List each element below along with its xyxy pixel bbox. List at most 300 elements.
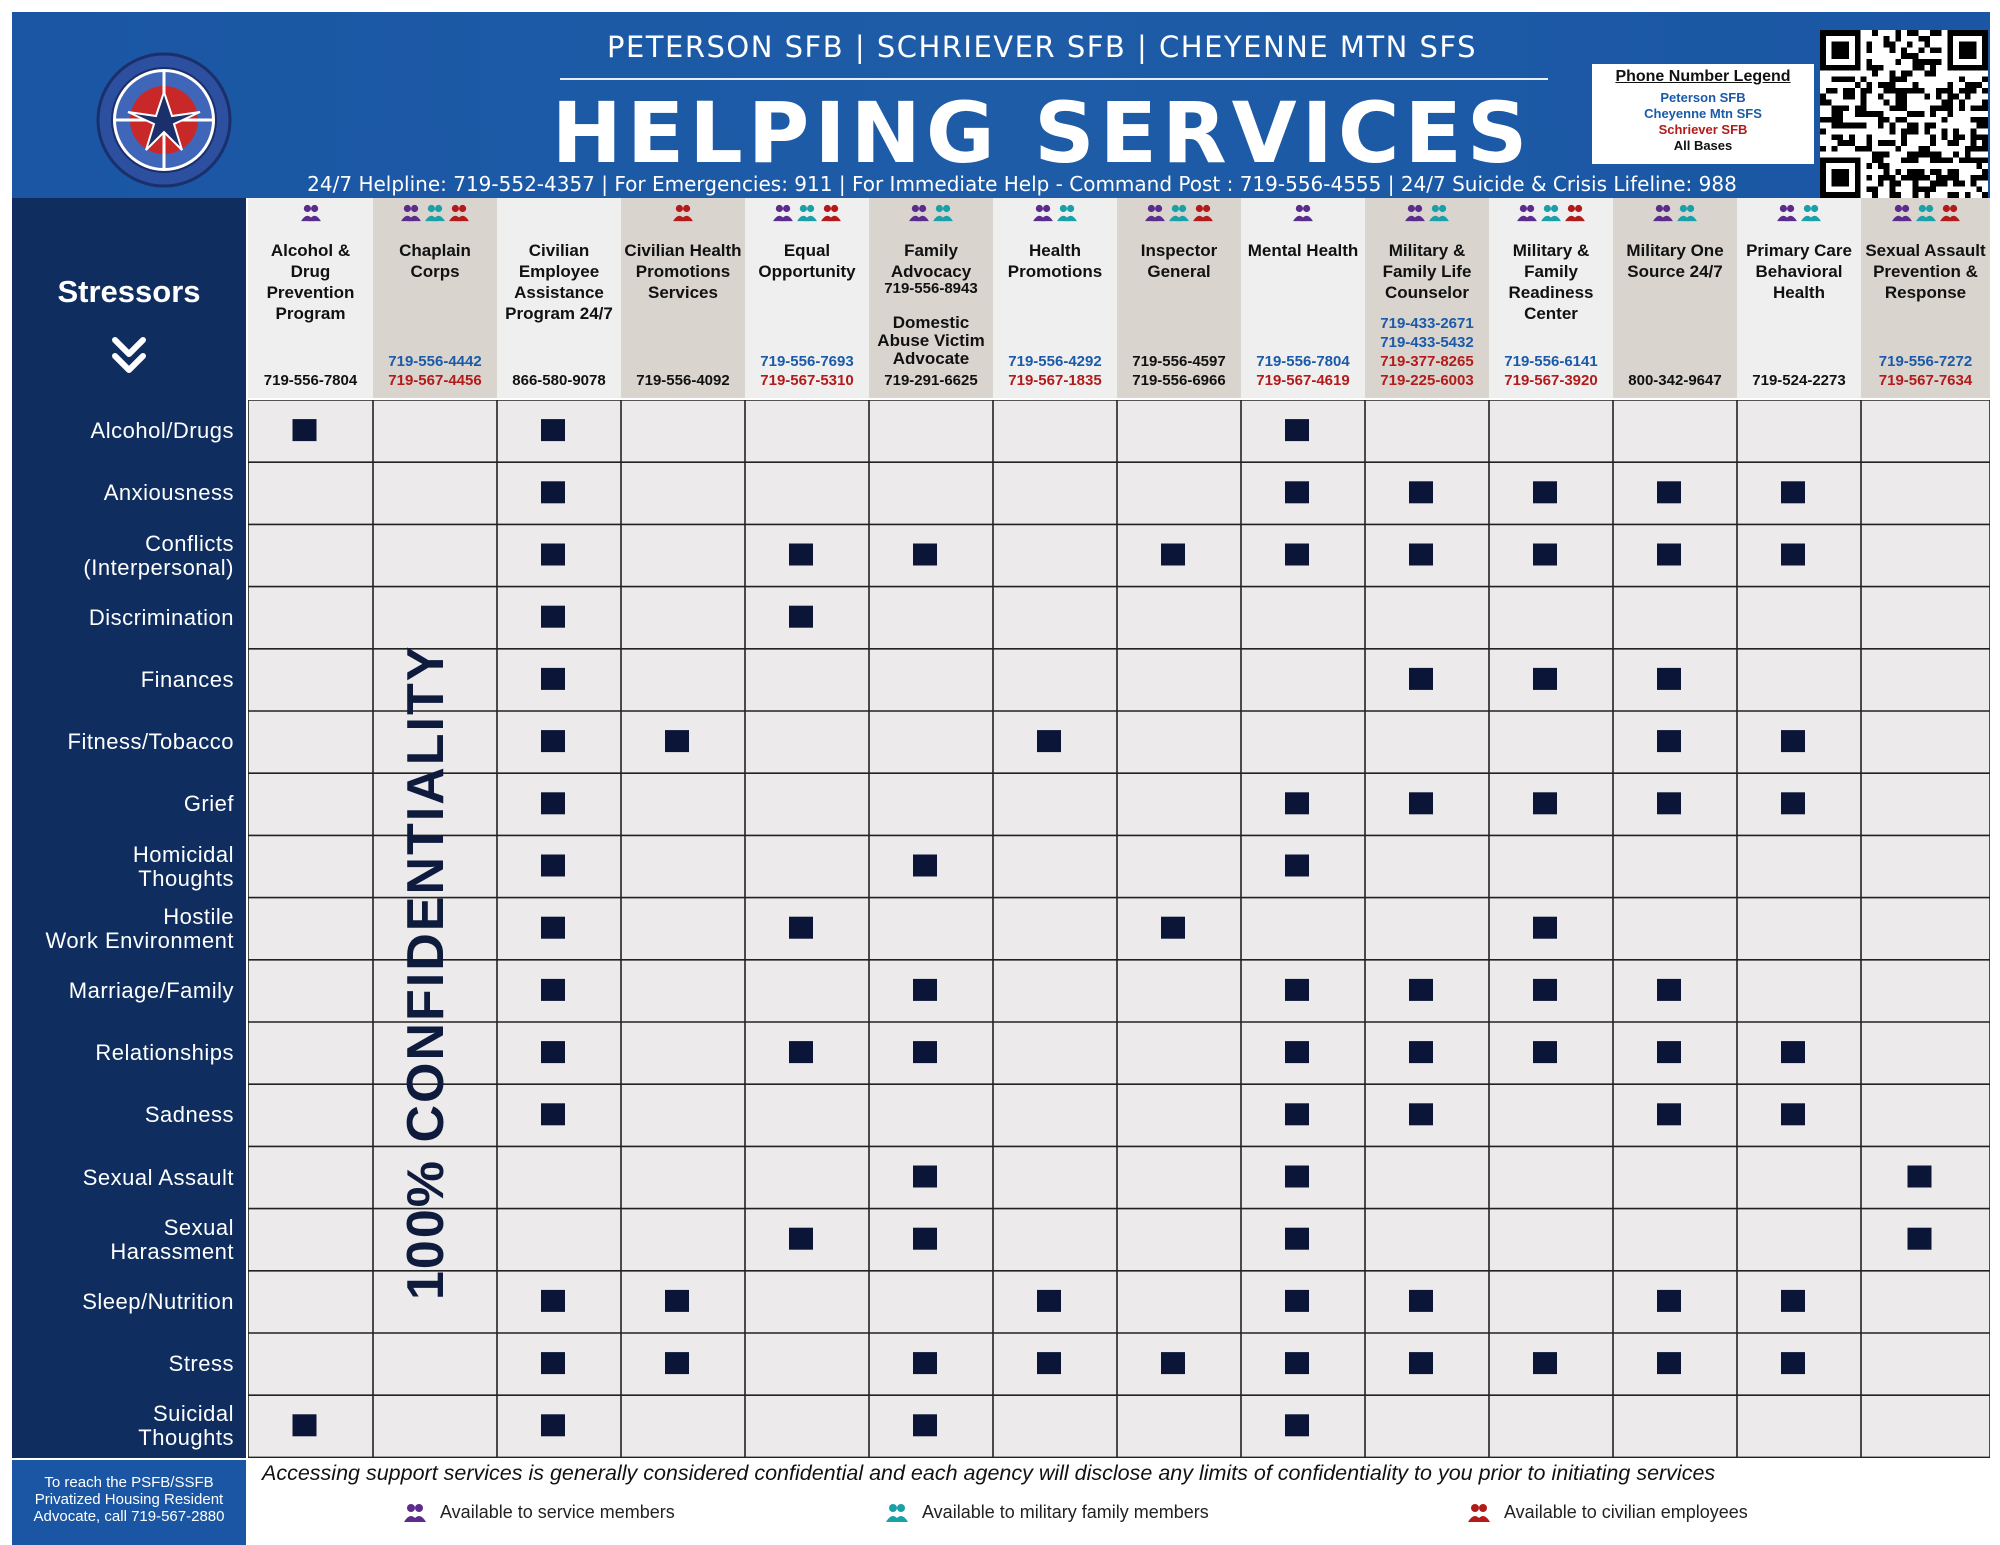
qr-module <box>1872 30 1878 36</box>
qr-module <box>1866 88 1872 94</box>
qr-module <box>1982 146 1988 152</box>
qr-module <box>1942 117 1948 123</box>
qr-module <box>1976 163 1982 169</box>
agency-column-5 <box>869 198 993 398</box>
audience-icons <box>1241 204 1365 228</box>
family-member-icon <box>1801 204 1821 222</box>
stressor-line: Suicidal <box>152 1401 234 1427</box>
stressor-line: Work Environment <box>45 927 234 953</box>
qr-module <box>1965 88 1971 94</box>
family-member-icon <box>1429 204 1449 222</box>
phone-number[interactable]: 719-567-1835 <box>1008 372 1102 389</box>
service-mark <box>1657 1352 1681 1374</box>
agency-column-10 <box>1489 198 1613 398</box>
qr-module <box>1930 111 1936 117</box>
qr-module <box>1953 94 1959 100</box>
qr-module <box>1866 146 1872 152</box>
phone-number[interactable]: 719-556-7693 <box>760 353 854 370</box>
service-mark <box>1285 1103 1309 1125</box>
qr-module <box>1901 71 1907 77</box>
qr-module <box>1855 105 1861 111</box>
qr-module <box>1890 186 1896 192</box>
qr-module <box>1942 175 1948 181</box>
qr-module <box>1982 123 1988 129</box>
qr-module <box>1918 146 1924 152</box>
qr-module <box>1971 105 1977 111</box>
phone-number[interactable]: 719-567-4456 <box>388 372 482 389</box>
audience-icons <box>1117 204 1241 228</box>
service-mark <box>1533 481 1557 503</box>
qr-module <box>1930 59 1936 65</box>
qr-module <box>1982 105 1988 111</box>
stressor-line: Homicidal <box>132 841 234 867</box>
qr-module <box>1855 123 1861 129</box>
qr-module <box>1942 100 1948 106</box>
agency-name: Primary Care Behavioral Health <box>1746 241 1852 302</box>
qr-module <box>1965 152 1971 158</box>
qr-module <box>1953 152 1959 158</box>
agency-phones <box>248 371 373 390</box>
qr-module <box>1901 47 1907 53</box>
service-mark <box>1409 481 1433 503</box>
qr-module <box>1918 47 1924 53</box>
phone-number[interactable]: 719-556-4597 <box>1132 353 1226 370</box>
service-member-icon <box>404 1503 426 1523</box>
audience-icons <box>248 204 373 228</box>
qr-module <box>1843 76 1849 82</box>
service-mark <box>1533 1041 1557 1063</box>
qr-module <box>1971 117 1977 123</box>
agency-column-1 <box>373 198 497 398</box>
qr-module <box>1930 134 1936 140</box>
stressor-label: Relationships <box>95 1040 234 1066</box>
stressor-label: Sleep/Nutrition <box>82 1288 234 1314</box>
service-mark <box>1781 1103 1805 1125</box>
service-mark <box>1037 730 1061 752</box>
qr-module <box>1843 140 1849 146</box>
qr-module <box>1976 82 1982 88</box>
audience-icons <box>1489 204 1613 228</box>
qr-module <box>1976 175 1982 181</box>
service-mark <box>1657 730 1681 752</box>
qr-module <box>1965 82 1971 88</box>
phone-number[interactable]: 719-556-4092 <box>636 372 730 389</box>
phone-number[interactable]: 866-580-9078 <box>512 372 606 389</box>
service-mark <box>1285 419 1309 441</box>
service-mark <box>1533 544 1557 566</box>
qr-module <box>1872 186 1878 192</box>
qr-module <box>1872 65 1878 71</box>
qr-module <box>1913 30 1919 36</box>
agency-name: Military & Family Life Counselor <box>1382 241 1472 302</box>
qr-module <box>1936 94 1942 100</box>
civilian-member-icon <box>449 204 469 222</box>
qr-module <box>1878 117 1884 123</box>
qr-module <box>1982 140 1988 146</box>
qr-module <box>1959 134 1965 140</box>
legend-cheyenne: Cheyenne Mtn SFS <box>1644 106 1762 121</box>
qr-module <box>1832 146 1838 152</box>
service-mark <box>913 979 937 1001</box>
qr-module <box>1878 152 1884 158</box>
service-mark <box>913 544 937 566</box>
qr-module <box>1959 157 1965 163</box>
civilian-member-icon <box>821 204 841 222</box>
qr-module <box>1942 128 1948 134</box>
agency-phones <box>993 352 1117 390</box>
qr-module <box>1849 94 1855 100</box>
qr-module <box>1861 111 1867 117</box>
legend-family-members <box>886 1502 1209 1523</box>
agency-phones <box>1241 352 1365 390</box>
service-mark <box>1409 544 1433 566</box>
qr-module <box>1907 42 1913 48</box>
qr-module <box>1976 117 1982 123</box>
qr-module <box>1820 146 1826 152</box>
qr-module <box>1861 146 1867 152</box>
phone-number[interactable]: 719-556-6966 <box>1132 372 1226 389</box>
agency-column-0 <box>248 198 373 398</box>
stressor-label: Stress <box>168 1351 234 1377</box>
stressor-label: Grief <box>183 791 234 817</box>
phone-number[interactable]: 719-567-5310 <box>760 372 854 389</box>
qr-module <box>1890 175 1896 181</box>
qr-module <box>1913 175 1919 181</box>
service-mark <box>1657 544 1681 566</box>
qr-module <box>1901 94 1907 100</box>
family-member-icon <box>1677 204 1697 222</box>
qr-module <box>1913 82 1919 88</box>
service-mark <box>541 855 565 877</box>
qr-module <box>1947 169 1953 175</box>
qr-module <box>1866 186 1872 192</box>
agency-column-13 <box>1861 198 1990 398</box>
stressor-label: Discrimination <box>88 604 234 630</box>
stressor-line: Thoughts <box>138 1425 234 1451</box>
phone-number[interactable]: 719-556-4442 <box>388 353 482 370</box>
qr-module <box>1982 100 1988 106</box>
qr-module <box>1924 123 1930 129</box>
services-matrix <box>248 400 1990 1458</box>
stressor-label: Sadness <box>144 1102 234 1128</box>
qr-module <box>1913 169 1919 175</box>
audience-icons <box>1861 204 1990 228</box>
phone-number[interactable]: 719-291-6625 <box>884 372 978 389</box>
agency-column-4 <box>745 198 869 398</box>
stressor-label: Anxiousness <box>103 480 234 506</box>
service-mark <box>1409 668 1433 690</box>
qr-module <box>1820 128 1826 134</box>
agency-name: Health Promotions <box>1007 241 1103 281</box>
service-mark <box>293 1414 317 1436</box>
qr-module <box>1976 123 1982 129</box>
qr-module <box>1924 152 1930 158</box>
qr-module <box>1971 88 1977 94</box>
service-mark <box>1781 792 1805 814</box>
qr-module <box>1913 157 1919 163</box>
qr-module <box>1953 134 1959 140</box>
service-mark <box>1657 1041 1681 1063</box>
qr-module <box>1895 117 1901 123</box>
qr-module <box>1837 117 1843 123</box>
phone-number[interactable]: 719-556-6141 <box>1504 353 1598 370</box>
qr-module <box>1866 163 1872 169</box>
qr-module <box>1982 157 1988 163</box>
agency-phones <box>1861 352 1990 390</box>
qr-module <box>1832 123 1838 129</box>
audience-icons <box>745 204 869 228</box>
qr-module <box>1878 175 1884 181</box>
service-mark <box>1285 1166 1309 1188</box>
qr-module <box>1982 88 1988 94</box>
phone-number[interactable]: 719-433-2671 <box>1380 315 1474 332</box>
qr-module <box>1878 82 1884 88</box>
service-mark <box>1161 1352 1185 1374</box>
qr-module <box>1936 157 1942 163</box>
qr-module <box>1861 94 1867 100</box>
phone-number[interactable]: 719-556-4292 <box>1008 353 1102 370</box>
agency-name: Civilian Employee Assistance Program 24/7 <box>505 241 613 323</box>
family-member-icon <box>1169 204 1189 222</box>
qr-module <box>1976 146 1982 152</box>
service-mark <box>1533 979 1557 1001</box>
service-mark <box>1409 1041 1433 1063</box>
qr-module <box>1924 71 1930 77</box>
agency-phones <box>869 371 993 390</box>
agency-name: Civilian Health Promotions Services <box>624 241 742 302</box>
phone-number[interactable]: 719-225-6003 <box>1380 372 1474 389</box>
qr-module <box>1890 140 1896 146</box>
phone-number[interactable]: 719-567-3920 <box>1504 372 1598 389</box>
qr-module <box>1924 146 1930 152</box>
audience-icons <box>497 204 621 228</box>
qr-module <box>1913 88 1919 94</box>
qr-module <box>1971 157 1977 163</box>
qr-module <box>1907 123 1913 129</box>
qr-module <box>1895 181 1901 187</box>
qr-module <box>1976 157 1982 163</box>
service-mark <box>541 1414 565 1436</box>
service-mark <box>541 730 565 752</box>
qr-module <box>1901 128 1907 134</box>
stressor-line: Conflicts <box>145 530 234 556</box>
phone-number[interactable]: 719-567-4619 <box>1256 372 1350 389</box>
service-mark <box>1037 1352 1061 1374</box>
qr-module <box>1947 140 1953 146</box>
qr-module <box>1843 94 1849 100</box>
qr-module <box>1820 117 1826 123</box>
qr-module <box>1936 152 1942 158</box>
qr-module <box>1907 111 1913 117</box>
qr-module <box>1901 100 1907 106</box>
qr-module <box>1878 157 1884 163</box>
agency-phones <box>373 352 497 390</box>
qr-module <box>1901 175 1907 181</box>
qr-module <box>1959 76 1965 82</box>
qr-module <box>1895 36 1901 42</box>
qr-module <box>1895 88 1901 94</box>
qr-module <box>1930 105 1936 111</box>
agency-sub-phone[interactable]: 719-556-8943 <box>884 280 978 297</box>
qr-module <box>1895 169 1901 175</box>
family-member-icon <box>1057 204 1077 222</box>
qr-module <box>1965 157 1971 163</box>
qr-module <box>1936 88 1942 94</box>
qr-code-icon[interactable] <box>1820 30 1988 198</box>
agency-extra-service: Domestic Abuse Victim Advocate <box>877 313 985 368</box>
qr-module <box>1907 169 1913 175</box>
service-member-icon <box>1033 204 1053 222</box>
qr-module <box>1918 88 1924 94</box>
qr-module <box>1976 134 1982 140</box>
stressor-label: Finances <box>140 666 234 692</box>
qr-module <box>1901 117 1907 123</box>
stressor-line: Thoughts <box>138 865 234 891</box>
stressor-line: (Interpersonal) <box>83 554 234 580</box>
qr-module <box>1866 65 1872 71</box>
agency-phones <box>1613 371 1737 390</box>
qr-module <box>1861 76 1867 82</box>
phone-number[interactable]: 719-556-7804 <box>263 372 358 389</box>
service-mark <box>541 1290 565 1312</box>
qr-module <box>1884 117 1890 123</box>
legend-service-label: Available to service members <box>440 1502 675 1522</box>
qr-module <box>1918 169 1924 175</box>
phone-number[interactable]: 719-433-5432 <box>1380 334 1474 351</box>
legend-schriever: Schriever SFB <box>1658 122 1748 137</box>
qr-module <box>1907 53 1913 59</box>
phone-number[interactable]: 800-342-9647 <box>1628 372 1722 389</box>
service-member-icon <box>1517 204 1537 222</box>
service-mark <box>913 855 937 877</box>
service-mark <box>541 979 565 1001</box>
phone-number[interactable]: 719-556-7272 <box>1878 353 1973 370</box>
service-mark <box>541 917 565 939</box>
service-mark <box>1657 1103 1681 1125</box>
agency-name: Alcohol & Drug Prevention Program <box>266 241 355 323</box>
phone-number[interactable]: 719-567-7634 <box>1878 372 1973 389</box>
qr-module <box>1936 30 1942 36</box>
service-member-icon <box>1777 204 1797 222</box>
qr-module <box>1907 152 1913 158</box>
qr-module <box>1936 59 1942 65</box>
phone-number[interactable]: 719-524-2273 <box>1752 372 1846 389</box>
qr-module <box>1942 105 1948 111</box>
qr-module <box>1866 42 1872 48</box>
audience-icons <box>373 204 497 228</box>
stressors-sidebar <box>12 198 246 1458</box>
qr-module <box>1901 140 1907 146</box>
phone-number[interactable]: 719-556-7804 <box>1256 353 1350 370</box>
service-mark <box>541 419 565 441</box>
service-mark <box>1533 668 1557 690</box>
audience-icons <box>869 204 993 228</box>
qr-module <box>1907 157 1913 163</box>
qr-module <box>1901 105 1907 111</box>
civilian-member-icon <box>1193 204 1213 222</box>
qr-module <box>1878 111 1884 117</box>
qr-module <box>1913 128 1919 134</box>
service-mark <box>1285 1041 1309 1063</box>
qr-module <box>1947 100 1953 106</box>
qr-module <box>1866 82 1872 88</box>
qr-module <box>1884 88 1890 94</box>
service-mark <box>1285 792 1309 814</box>
agency-column-11 <box>1613 198 1737 398</box>
stressor-label <box>4 1402 234 1450</box>
qr-module <box>1832 134 1838 140</box>
qr-module <box>1837 111 1843 117</box>
family-member-icon <box>1916 204 1936 222</box>
service-mark <box>1781 1041 1805 1063</box>
qr-module <box>1901 53 1907 59</box>
audience-icons <box>1737 204 1861 228</box>
stressor-label <box>4 532 234 580</box>
qr-finder <box>1959 42 1976 59</box>
qr-module <box>1947 88 1953 94</box>
qr-module <box>1895 105 1901 111</box>
qr-module <box>1953 175 1959 181</box>
header-divider <box>560 78 1548 80</box>
qr-module <box>1843 105 1849 111</box>
qr-module <box>1820 94 1826 100</box>
legend-civilian-label: Available to civilian employees <box>1504 1502 1748 1522</box>
service-mark <box>1285 979 1309 1001</box>
page-header <box>12 12 1990 198</box>
service-member-icon <box>301 204 321 222</box>
stressor-label: Fitness/Tobacco <box>67 729 234 755</box>
qr-module <box>1924 186 1930 192</box>
family-member-icon <box>933 204 953 222</box>
qr-module <box>1913 53 1919 59</box>
qr-module <box>1918 175 1924 181</box>
qr-module <box>1924 42 1930 48</box>
civilian-member-icon <box>1565 204 1585 222</box>
qr-module <box>1936 105 1942 111</box>
qr-module <box>1837 134 1843 140</box>
agency-name: Equal Opportunity <box>758 241 856 281</box>
qr-module <box>1953 169 1959 175</box>
qr-module <box>1913 65 1919 71</box>
qr-module <box>1924 94 1930 100</box>
stressor-line: Hostile <box>163 903 234 929</box>
legend-all-bases: All Bases <box>1673 138 1733 153</box>
service-mark <box>1657 979 1681 1001</box>
base-names: PETERSON SFB | SCHRIEVER SFB | CHEYENNE MTN SFS <box>606 30 1478 64</box>
phone-number[interactable]: 719-377-8265 <box>1380 353 1474 370</box>
matrix-background <box>248 400 1990 1457</box>
qr-module <box>1890 47 1896 53</box>
qr-module <box>1866 140 1872 146</box>
qr-module <box>1971 134 1977 140</box>
qr-module <box>1837 76 1843 82</box>
qr-module <box>1947 157 1953 163</box>
qr-module <box>1947 105 1953 111</box>
family-member-icon <box>797 204 817 222</box>
service-member-icon <box>1653 204 1673 222</box>
qr-module <box>1976 105 1982 111</box>
qr-module <box>1982 169 1988 175</box>
qr-module <box>1890 128 1896 134</box>
qr-module <box>1884 100 1890 106</box>
qr-module <box>1855 82 1861 88</box>
civilian-member-icon <box>1940 204 1960 222</box>
service-mark <box>913 1041 937 1063</box>
qr-module <box>1890 71 1896 77</box>
stressor-label <box>4 1216 234 1264</box>
qr-module <box>1832 105 1838 111</box>
stressor-label: Marriage/Family <box>68 977 234 1003</box>
